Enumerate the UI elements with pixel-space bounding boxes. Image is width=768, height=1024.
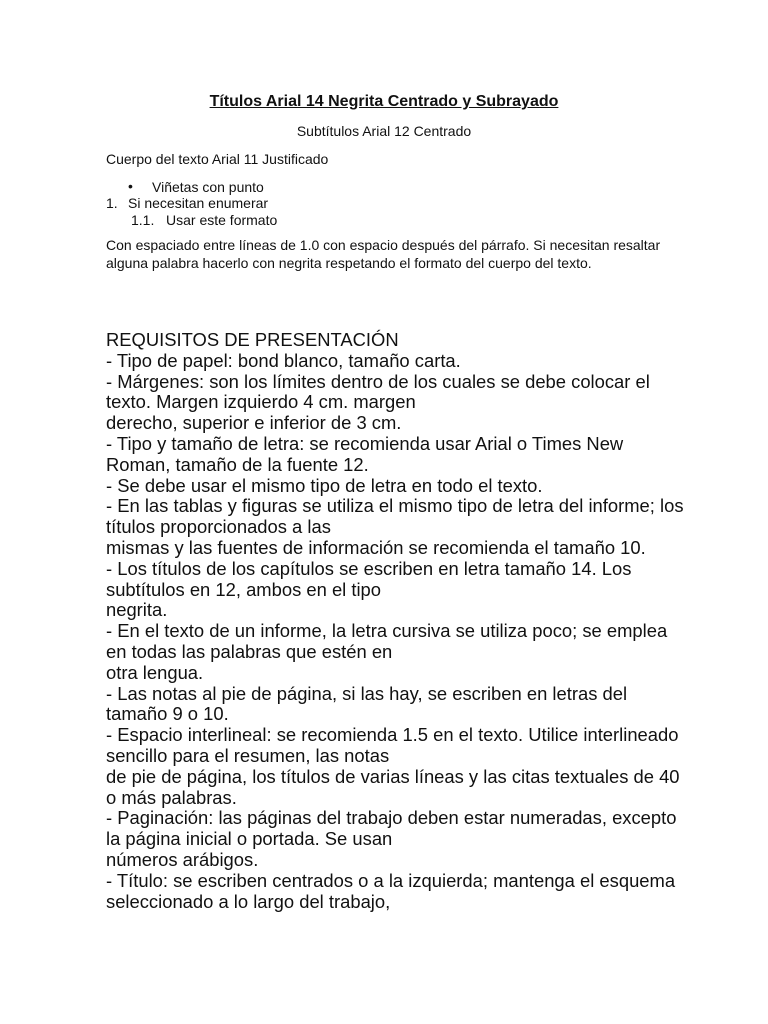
requirements-line: derecho, superior e inferior de 3 cm. (106, 412, 402, 434)
requirements-section (106, 330, 746, 912)
requirements-line: - Márgenes: son los límites dentro de los cuales se debe colocar el (106, 370, 650, 392)
requirements-line: de pie de página, los títulos de varias líneas y las citas textuales de 40 (106, 765, 680, 787)
requirements-line: subtítulos en 12, ambos en el tipo (106, 578, 382, 600)
requirements-heading: REQUISITOS DE PRESENTACIÓN (106, 329, 399, 350)
requirements-line: tamaño 9 o 10. (106, 703, 229, 725)
requirements-line: números arábigos. (106, 848, 259, 870)
numbered-item: Si necesitan enumerar (128, 195, 269, 211)
requirements-line: seleccionado a lo largo del trabajo, (106, 890, 391, 912)
requirements-line: - Paginación: las páginas del trabajo deben estar numeradas, excepto (106, 807, 677, 829)
bullet-dot-icon: • (128, 178, 133, 194)
requirements-line: - Espacio interlineal: se recomienda 1.5 en el texto. Utilice interlineado (106, 724, 679, 746)
sub-numbered-item: Usar este formato (166, 212, 278, 228)
requirements-line: - Las notas al pie de página, si las hay, se escriben en letras del (106, 682, 628, 704)
requirements-line: mismas y las fuentes de información se recomienda el tamaño 10. (106, 536, 646, 558)
requirements-line: negrita. (106, 599, 168, 621)
bullet-item: Viñetas con punto (152, 179, 264, 195)
requirements-line: - Se debe usar el mismo tipo de letra en todo el texto. (106, 474, 543, 496)
requirements-line: en todas las palabras que estén en (106, 640, 393, 662)
requirements-line: - En el texto de un informe, la letra cursiva se utiliza poco; se emplea (106, 620, 668, 642)
requirements-line: sencillo para el resumen, las notas (106, 744, 390, 766)
sub-numbered-marker: 1.1. (131, 212, 155, 228)
requirements-line: - Título: se escriben centrados o a la izquierda; mantenga el esquema (106, 869, 676, 891)
format-title: Títulos Arial 14 Negrita Centrado y Subrayado (209, 93, 559, 110)
requirements-line: texto. Margen izquierdo 4 cm. margen (106, 391, 416, 413)
requirements-line: - Tipo y tamaño de letra: se recomienda usar Arial o Times New (106, 432, 624, 454)
paragraph-line: Con espaciado entre líneas de 1.0 con espacio después del párrafo. Si necesitan resaltar (106, 237, 661, 253)
paragraph-line: alguna palabra hacerlo con negrita respetando el formato del cuerpo del texto. (106, 255, 592, 271)
numbered-marker: 1. (106, 195, 118, 211)
requirements-line: - En las tablas y figuras se utiliza el mismo tipo de letra del informe; los (106, 495, 684, 517)
requirements-line: - Tipo de papel: bond blanco, tamaño carta. (106, 349, 461, 371)
requirements-line: o más palabras. (106, 786, 237, 808)
requirements-line: la página inicial o portada. Se usan (106, 828, 393, 850)
requirements-line: Roman, tamaño de la fuente 12. (106, 453, 369, 475)
body-text-line: Cuerpo del texto Arial 11 Justificado (106, 151, 329, 167)
requirements-line: - Los títulos de los capítulos se escriben en letra tamaño 14. Los (106, 557, 632, 579)
requirements-line: otra lengua. (106, 661, 204, 683)
format-subtitle: Subtítulos Arial 12 Centrado (296, 123, 472, 139)
requirements-line: títulos proporcionados a las (106, 516, 331, 538)
